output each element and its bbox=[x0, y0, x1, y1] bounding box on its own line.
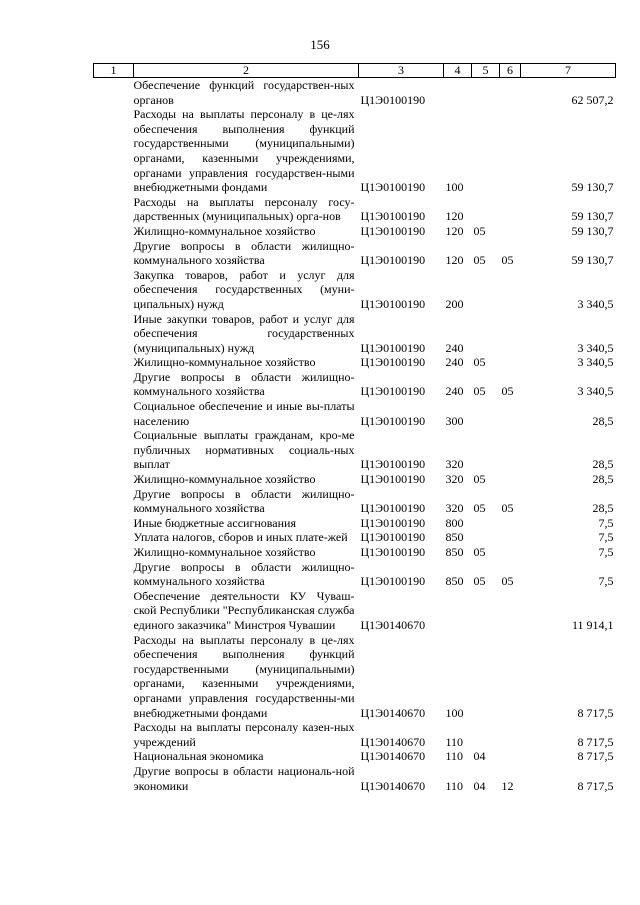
row-subsection bbox=[500, 355, 521, 370]
table-body bbox=[94, 78, 616, 794]
row-amount: 3 340,5 bbox=[577, 340, 614, 355]
row-section: 05 bbox=[473, 223, 486, 238]
row-subsection bbox=[500, 312, 521, 356]
row-expense-type: 110 bbox=[445, 734, 464, 749]
row-expense-type: 120 bbox=[445, 253, 464, 268]
row-subsection bbox=[500, 399, 521, 428]
row-name: Социальное обеспечение и иные вы-платы населению bbox=[133, 399, 355, 428]
row-name: Расходы на выплаты персоналу в це-лях обеспечения выполнения функций государственными (муниципальными) органами, казенными учреждениями, органами управления государственны-ми внебюджетными фондами bbox=[133, 632, 355, 720]
blank-cell bbox=[94, 764, 134, 793]
row-amount: 28,5 bbox=[592, 413, 614, 428]
row-section bbox=[472, 720, 500, 749]
row-expense-type: 240 bbox=[445, 384, 464, 399]
row-subsection bbox=[500, 224, 521, 239]
row-amount: 8 717,5 bbox=[577, 749, 614, 764]
row-code: Ц1Э0100190 bbox=[360, 413, 426, 428]
row-code: Ц1Э0100190 bbox=[360, 530, 426, 545]
row-name: Закупка товаров, работ и услуг для обеспечения государственных (муни-ципальных) нужд bbox=[133, 267, 355, 311]
row-code: Ц1Э0100190 bbox=[360, 180, 426, 195]
table-row bbox=[94, 399, 616, 428]
blank-cell bbox=[94, 487, 134, 516]
table-row bbox=[94, 355, 616, 370]
row-subsection bbox=[500, 633, 521, 721]
row-subsection bbox=[500, 545, 521, 560]
budget-table bbox=[93, 63, 616, 793]
row-expense-type: 110 bbox=[445, 778, 464, 793]
row-expense-type: 100 bbox=[445, 705, 464, 720]
row-code: Ц1Э0100190 bbox=[360, 355, 426, 370]
row-section: 05 bbox=[473, 472, 486, 487]
blank-cell bbox=[94, 78, 134, 108]
row-name: Уплата налогов, сборов и иных плате-жей bbox=[133, 530, 348, 545]
row-section bbox=[472, 107, 500, 195]
row-amount: 59 130,7 bbox=[571, 180, 614, 195]
row-amount: 28,5 bbox=[592, 457, 614, 472]
row-code: Ц1Э0100190 bbox=[360, 209, 426, 224]
row-name: Другие вопросы в области жилищно-коммунального хозяйства bbox=[133, 559, 355, 589]
blank-cell bbox=[94, 195, 134, 224]
table-row bbox=[94, 107, 616, 195]
table-row bbox=[94, 195, 616, 224]
row-code: Ц1Э0100190 bbox=[360, 545, 426, 559]
table-row bbox=[94, 633, 616, 721]
row-subsection: 05 bbox=[501, 253, 514, 268]
row-section bbox=[472, 516, 500, 531]
table-row bbox=[94, 560, 616, 589]
table-row bbox=[94, 428, 616, 472]
row-expense-type: 100 bbox=[445, 180, 464, 195]
row-subsection: 12 bbox=[501, 778, 514, 793]
row-section bbox=[472, 589, 500, 633]
row-name: Национальная экономика bbox=[133, 749, 264, 764]
row-section bbox=[472, 195, 500, 224]
row-amount: 3 340,5 bbox=[577, 384, 614, 399]
row-name: Социальные выплаты гражданам, кро-ме публичных нормативных социаль-ных выплат bbox=[133, 428, 355, 472]
table-row bbox=[94, 239, 616, 268]
row-subsection bbox=[500, 78, 521, 108]
row-amount: 59 130,7 bbox=[571, 223, 614, 238]
row-expense-type: 320 bbox=[445, 472, 464, 487]
row-name: Расходы на выплаты персоналу в це-лях обеспечения выполнения функций государственными (муниципальными) органами, казенными учреждениями, органами управления государствен-ными внебюджетными фондами bbox=[133, 107, 355, 195]
blank-cell bbox=[94, 312, 134, 356]
table-row bbox=[94, 516, 616, 531]
row-subsection bbox=[500, 516, 521, 531]
row-section: 05 bbox=[473, 574, 486, 589]
row-section: 05 bbox=[473, 384, 486, 399]
header-cell-1: 1 bbox=[94, 64, 134, 78]
blank-cell bbox=[94, 399, 134, 428]
header-cell-4: 4 bbox=[444, 64, 472, 78]
row-subsection bbox=[500, 195, 521, 224]
row-section: 05 bbox=[473, 253, 486, 268]
row-section: 04 bbox=[473, 749, 486, 764]
blank-cell bbox=[94, 224, 134, 239]
row-amount: 7,5 bbox=[598, 574, 614, 589]
row-code: Ц1Э0100190 bbox=[360, 92, 426, 107]
row-expense-type: 800 bbox=[445, 515, 464, 530]
row-expense-type: 850 bbox=[445, 574, 464, 589]
table-row bbox=[94, 749, 616, 764]
row-name: Другие вопросы в области жилищно-коммунального хозяйства bbox=[133, 486, 355, 516]
blank-cell bbox=[94, 530, 134, 545]
row-name: Иные закупки товаров, работ и услуг для обеспечения государственных (муниципальных) нужд bbox=[133, 311, 355, 355]
row-subsection bbox=[500, 472, 521, 487]
blank-cell bbox=[94, 268, 134, 312]
page-number: 156 bbox=[310, 37, 330, 52]
row-amount: 8 717,5 bbox=[577, 705, 614, 720]
blank-cell bbox=[94, 560, 134, 589]
row-code: Ц1Э0100190 bbox=[360, 253, 426, 268]
row-subsection bbox=[500, 107, 521, 195]
row-expense-type: 240 bbox=[445, 340, 464, 355]
blank-cell bbox=[94, 107, 134, 195]
row-expense-type: 110 bbox=[445, 749, 464, 764]
table-row bbox=[94, 370, 616, 399]
table-row bbox=[94, 312, 616, 356]
blank-cell bbox=[94, 355, 134, 370]
row-expense-type bbox=[444, 589, 472, 633]
row-code: Ц1Э0140670 bbox=[360, 734, 426, 749]
table-row bbox=[94, 487, 616, 516]
row-code: Ц1Э0100190 bbox=[360, 457, 426, 472]
row-amount: 3 340,5 bbox=[577, 296, 614, 311]
row-subsection bbox=[500, 530, 521, 545]
row-subsection: 05 bbox=[501, 384, 514, 399]
row-code: Ц1Э0100190 bbox=[360, 574, 426, 589]
header-cell-2: 2 bbox=[134, 64, 359, 78]
row-expense-type: 320 bbox=[445, 501, 464, 516]
table-row bbox=[94, 268, 616, 312]
blank-cell bbox=[94, 516, 134, 531]
row-section bbox=[472, 428, 500, 472]
row-expense-type: 850 bbox=[445, 545, 464, 559]
row-code: Ц1Э0140670 bbox=[360, 705, 426, 720]
row-name: Расходы на выплаты персоналу казен-ных учреждений bbox=[133, 720, 355, 749]
row-section: 05 bbox=[473, 501, 486, 516]
header-cell-3: 3 bbox=[359, 64, 444, 78]
row-section bbox=[472, 530, 500, 545]
row-subsection: 05 bbox=[501, 574, 514, 589]
row-code: Ц1Э0100190 bbox=[360, 472, 426, 487]
row-subsection bbox=[500, 589, 521, 633]
blank-cell bbox=[94, 545, 134, 560]
row-section: 04 bbox=[473, 778, 486, 793]
table-row bbox=[94, 472, 616, 487]
table-row bbox=[94, 545, 616, 560]
table-row bbox=[94, 764, 616, 793]
row-section bbox=[472, 312, 500, 356]
header-cell-7: 7 bbox=[521, 64, 616, 78]
row-name: Жилищно-коммунальное хозяйство bbox=[133, 472, 316, 487]
row-expense-type bbox=[444, 78, 472, 108]
row-code: Ц1Э0100190 bbox=[360, 296, 426, 311]
row-section bbox=[472, 399, 500, 428]
row-code: Ц1Э0140670 bbox=[360, 749, 426, 764]
blank-cell bbox=[94, 472, 134, 487]
header-cell-6: 6 bbox=[500, 64, 521, 78]
row-name: Обеспечение функций государствен-ных органов bbox=[133, 78, 355, 107]
row-amount: 7,5 bbox=[598, 545, 614, 559]
row-amount: 59 130,7 bbox=[571, 209, 614, 224]
row-expense-type: 320 bbox=[445, 457, 464, 472]
row-amount: 8 717,5 bbox=[577, 734, 614, 749]
row-amount: 3 340,5 bbox=[577, 355, 614, 370]
row-amount: 62 507,2 bbox=[571, 92, 614, 107]
row-expense-type: 240 bbox=[445, 355, 464, 370]
row-code: Ц1Э0140670 bbox=[360, 778, 426, 793]
blank-cell bbox=[94, 428, 134, 472]
row-expense-type: 120 bbox=[445, 209, 464, 224]
row-amount: 7,5 bbox=[598, 515, 614, 530]
row-section bbox=[472, 78, 500, 108]
header-cell-5: 5 bbox=[472, 64, 500, 78]
blank-cell bbox=[94, 370, 134, 399]
row-expense-type: 300 bbox=[445, 413, 464, 428]
row-expense-type: 120 bbox=[445, 223, 464, 238]
row-section bbox=[472, 268, 500, 312]
row-subsection bbox=[500, 720, 521, 749]
row-name: Обеспечение деятельности КУ Чуваш-ской Республики "Республиканская служба единого заказчика" Минстроя Чувашии bbox=[133, 588, 355, 632]
row-code: Ц1Э0100190 bbox=[360, 515, 426, 530]
row-section: 05 bbox=[473, 545, 486, 559]
row-section: 05 bbox=[473, 355, 486, 370]
row-amount: 59 130,7 bbox=[571, 253, 614, 268]
blank-cell bbox=[94, 720, 134, 749]
row-subsection bbox=[500, 749, 521, 764]
row-name: Жилищно-коммунальное хозяйство bbox=[133, 355, 316, 370]
row-code: Ц1Э0100190 bbox=[360, 340, 426, 355]
row-name: Расходы на выплаты персоналу госу-дарственных (муниципальных) орга-нов bbox=[133, 194, 355, 224]
row-name: Другие вопросы в области жилищно-коммунального хозяйства bbox=[133, 238, 355, 268]
row-amount: 28,5 bbox=[592, 501, 614, 516]
row-subsection bbox=[500, 268, 521, 312]
row-subsection: 05 bbox=[501, 501, 514, 516]
row-subsection bbox=[500, 428, 521, 472]
row-code: Ц1Э0100190 bbox=[360, 223, 426, 238]
row-amount: 28,5 bbox=[592, 472, 614, 487]
row-name: Другие вопросы в области националь-ной экономики bbox=[133, 763, 355, 793]
row-name: Жилищно-коммунальное хозяйство bbox=[133, 223, 316, 238]
row-amount: 7,5 bbox=[598, 530, 614, 545]
row-code: Ц1Э0140670 bbox=[360, 617, 426, 632]
blank-cell bbox=[94, 239, 134, 268]
blank-cell bbox=[94, 589, 134, 633]
blank-cell bbox=[94, 749, 134, 764]
table-header bbox=[94, 64, 616, 78]
row-expense-type: 850 bbox=[445, 530, 464, 545]
row-code: Ц1Э0100190 bbox=[360, 384, 426, 399]
row-amount: 8 717,5 bbox=[577, 778, 614, 793]
row-name: Иные бюджетные ассигнования bbox=[133, 515, 296, 530]
row-name: Жилищно-коммунальное хозяйство bbox=[133, 545, 316, 559]
header-row bbox=[94, 64, 616, 78]
table-row bbox=[94, 589, 616, 633]
table-row bbox=[94, 530, 616, 545]
table-row bbox=[94, 720, 616, 749]
blank-cell bbox=[94, 633, 134, 721]
table-row bbox=[94, 78, 616, 108]
row-code: Ц1Э0100190 bbox=[360, 501, 426, 516]
table-row bbox=[94, 224, 616, 239]
row-expense-type: 200 bbox=[445, 296, 464, 311]
row-name: Другие вопросы в области жилищно-коммунального хозяйства bbox=[133, 369, 355, 399]
row-amount: 11 914,1 bbox=[571, 617, 614, 632]
row-section bbox=[472, 633, 500, 721]
